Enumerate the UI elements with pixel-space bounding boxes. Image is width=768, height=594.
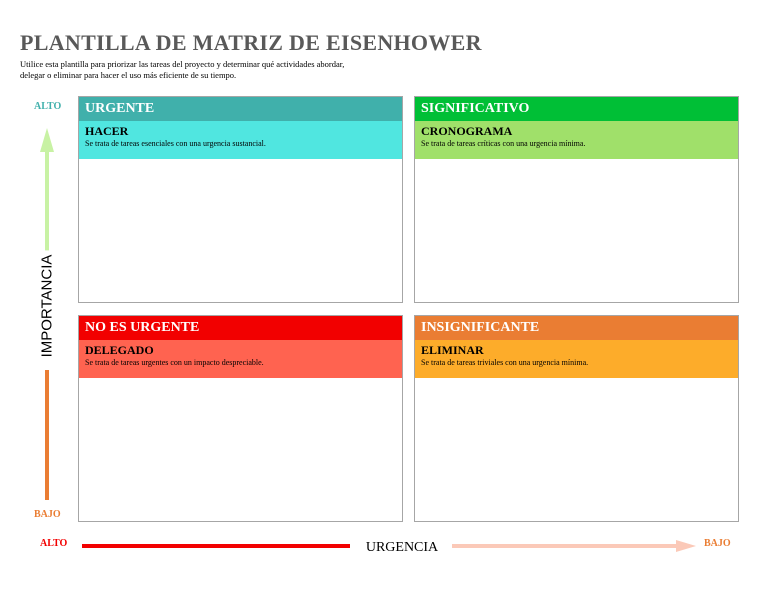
quadrant-header: SIGNIFICATIVO	[415, 97, 738, 121]
quadrant-title: HACER	[85, 124, 129, 138]
quadrant-title: ELIMINAR	[421, 343, 484, 357]
urgency-arrow-head	[676, 540, 696, 552]
importance-arrow-head	[40, 128, 54, 152]
quadrant-header: URGENTE	[79, 97, 402, 121]
quadrant-header: INSIGNIFICANTE	[415, 316, 738, 340]
subtitle-line-2: delegar o eliminar para hacer el uso más eficiente de su tiempo.	[20, 70, 237, 80]
quadrant-description: Se trata de tareas esenciales con una urgencia sustancial.	[85, 139, 266, 148]
importance-high-label: ALTO	[34, 101, 62, 112]
quadrant-insignificant-eliminate	[414, 315, 739, 522]
quadrant-body[interactable]	[415, 378, 738, 521]
quadrant-description: Se trata de tareas triviales con una urgencia mínima.	[421, 358, 589, 367]
quadrant-not-urgent-delegate	[78, 315, 403, 522]
page-title: PLANTILLA DE MATRIZ DE EISENHOWER	[20, 30, 482, 55]
quadrant-body[interactable]	[79, 378, 402, 521]
quadrant-significant-schedule	[414, 96, 739, 303]
urgency-low-label: BAJO	[704, 538, 731, 549]
quadrant-title: CRONOGRAMA	[421, 124, 513, 138]
quadrant-subheader	[415, 121, 738, 159]
quadrant-description: Se trata de tareas urgentes con un impacto despreciable.	[85, 358, 264, 367]
quadrant-subheader	[79, 340, 402, 378]
urgency-high-label: ALTO	[40, 538, 68, 549]
quadrant-urgent-do	[78, 96, 403, 303]
quadrant-body[interactable]	[415, 159, 738, 302]
urgency-axis-label: URGENCIA	[361, 540, 443, 556]
subtitle-line-1: Utilice esta plantilla para priorizar las tareas del proyecto y determinar qué actividades abordar,	[20, 59, 345, 69]
quadrant-subheader	[79, 121, 402, 159]
quadrant-title: DELEGADO	[85, 343, 154, 357]
quadrant-description: Se trata de tareas críticas con una urgencia mínima.	[421, 139, 586, 148]
quadrant-body[interactable]	[79, 159, 402, 302]
quadrant-header: NO ES URGENTE	[79, 316, 402, 340]
importance-axis-label: IMPORTANCIA	[39, 251, 56, 362]
quadrant-subheader	[415, 340, 738, 378]
importance-low-label: BAJO	[34, 509, 61, 520]
